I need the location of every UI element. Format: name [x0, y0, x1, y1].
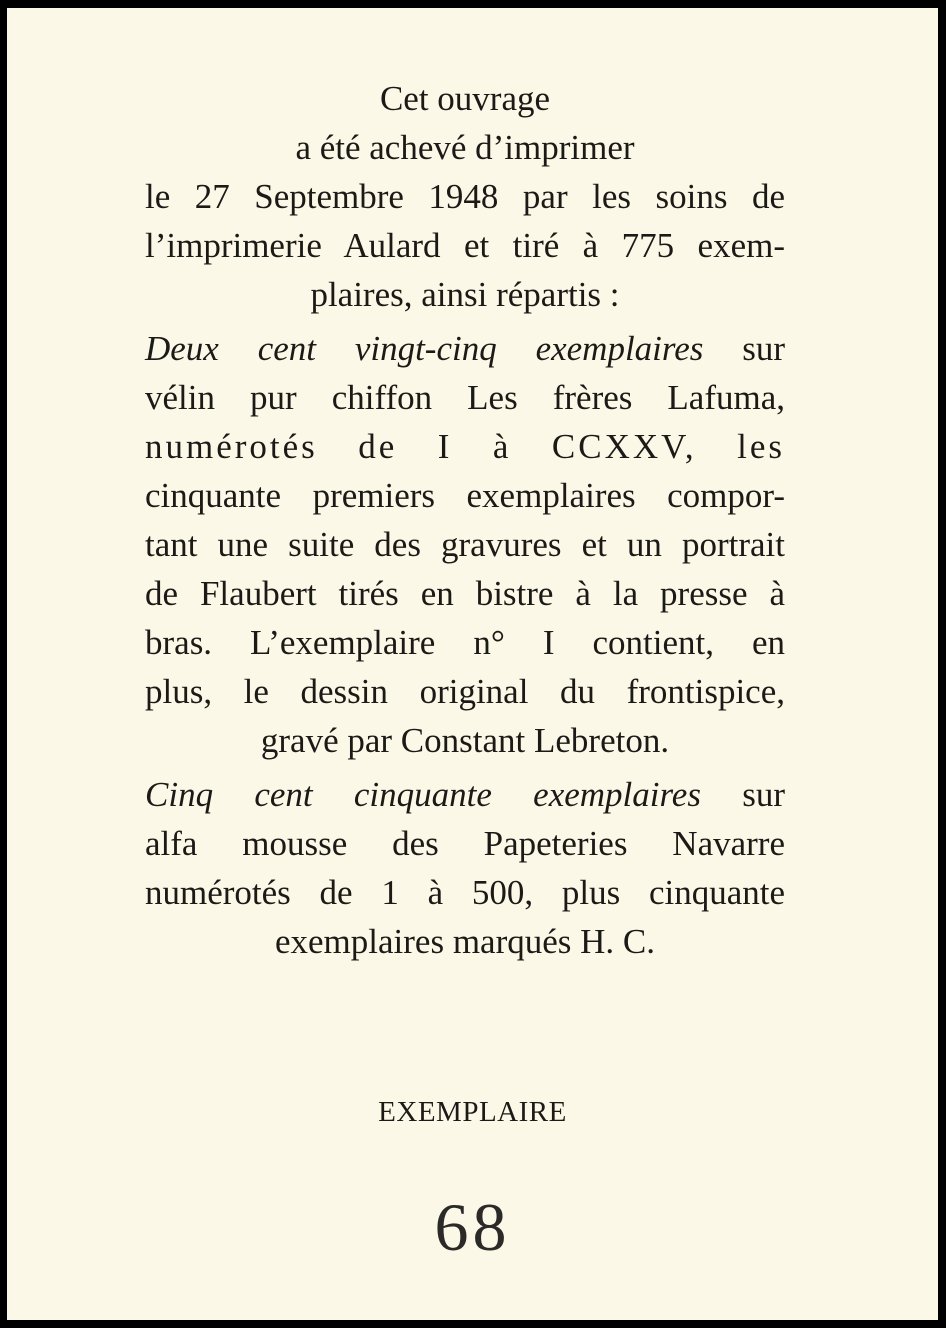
- intro-line: plaires, ainsi répartis :: [310, 275, 620, 314]
- edition-1-last-line: gravé par Constant Lebreton.: [260, 721, 670, 760]
- copy-number: 68: [434, 1189, 511, 1265]
- edition-1-line: plus, le dessin original du frontispice,: [145, 672, 785, 711]
- copy-label: EXEMPLAIRE: [378, 1096, 567, 1128]
- edition-2-line: alfa mousse des Papeteries Navarre: [145, 824, 785, 863]
- edition-1-line: tant une suite des gravures et un portrait: [145, 525, 785, 564]
- intro-line: l’imprimerie Aulard et tiré à 775 exem-: [145, 226, 785, 265]
- edition-2-heading: [145, 770, 785, 819]
- edition-1-title: Deux cent vingt-cinq exemplaires: [145, 329, 704, 368]
- edition-1-heading: [145, 324, 785, 373]
- intro-line: Cet ouvrage: [379, 79, 551, 118]
- colophon-text: [145, 74, 785, 966]
- edition-1-line: de Flaubert tirés en bistre à la presse à: [145, 574, 785, 613]
- intro-line: le 27 Septembre 1948 par les soins de: [145, 177, 785, 216]
- edition-2-title: Cinq cent cinquante exemplaires: [145, 775, 701, 814]
- edition-2-last-line: exemplaires marqués H. C.: [274, 922, 656, 961]
- edition-2-line: numérotés de 1 à 500, plus cinquante: [145, 873, 785, 912]
- edition-1-lead-rest: sur: [742, 329, 785, 368]
- edition-2-lead-rest: sur: [742, 775, 786, 814]
- edition-1-line: numérotés de I à CCXXV, les: [145, 427, 785, 466]
- intro-line: a été achevé d’imprimer: [295, 128, 635, 167]
- edition-1-line: cinquante premiers exemplaires compor-: [145, 476, 785, 515]
- edition-1-line: bras. L’exemplaire n° I contient, en: [145, 623, 785, 662]
- edition-1-line: vélin pur chiffon Les frères Lafuma,: [145, 378, 785, 417]
- colophon-page: [7, 8, 938, 1320]
